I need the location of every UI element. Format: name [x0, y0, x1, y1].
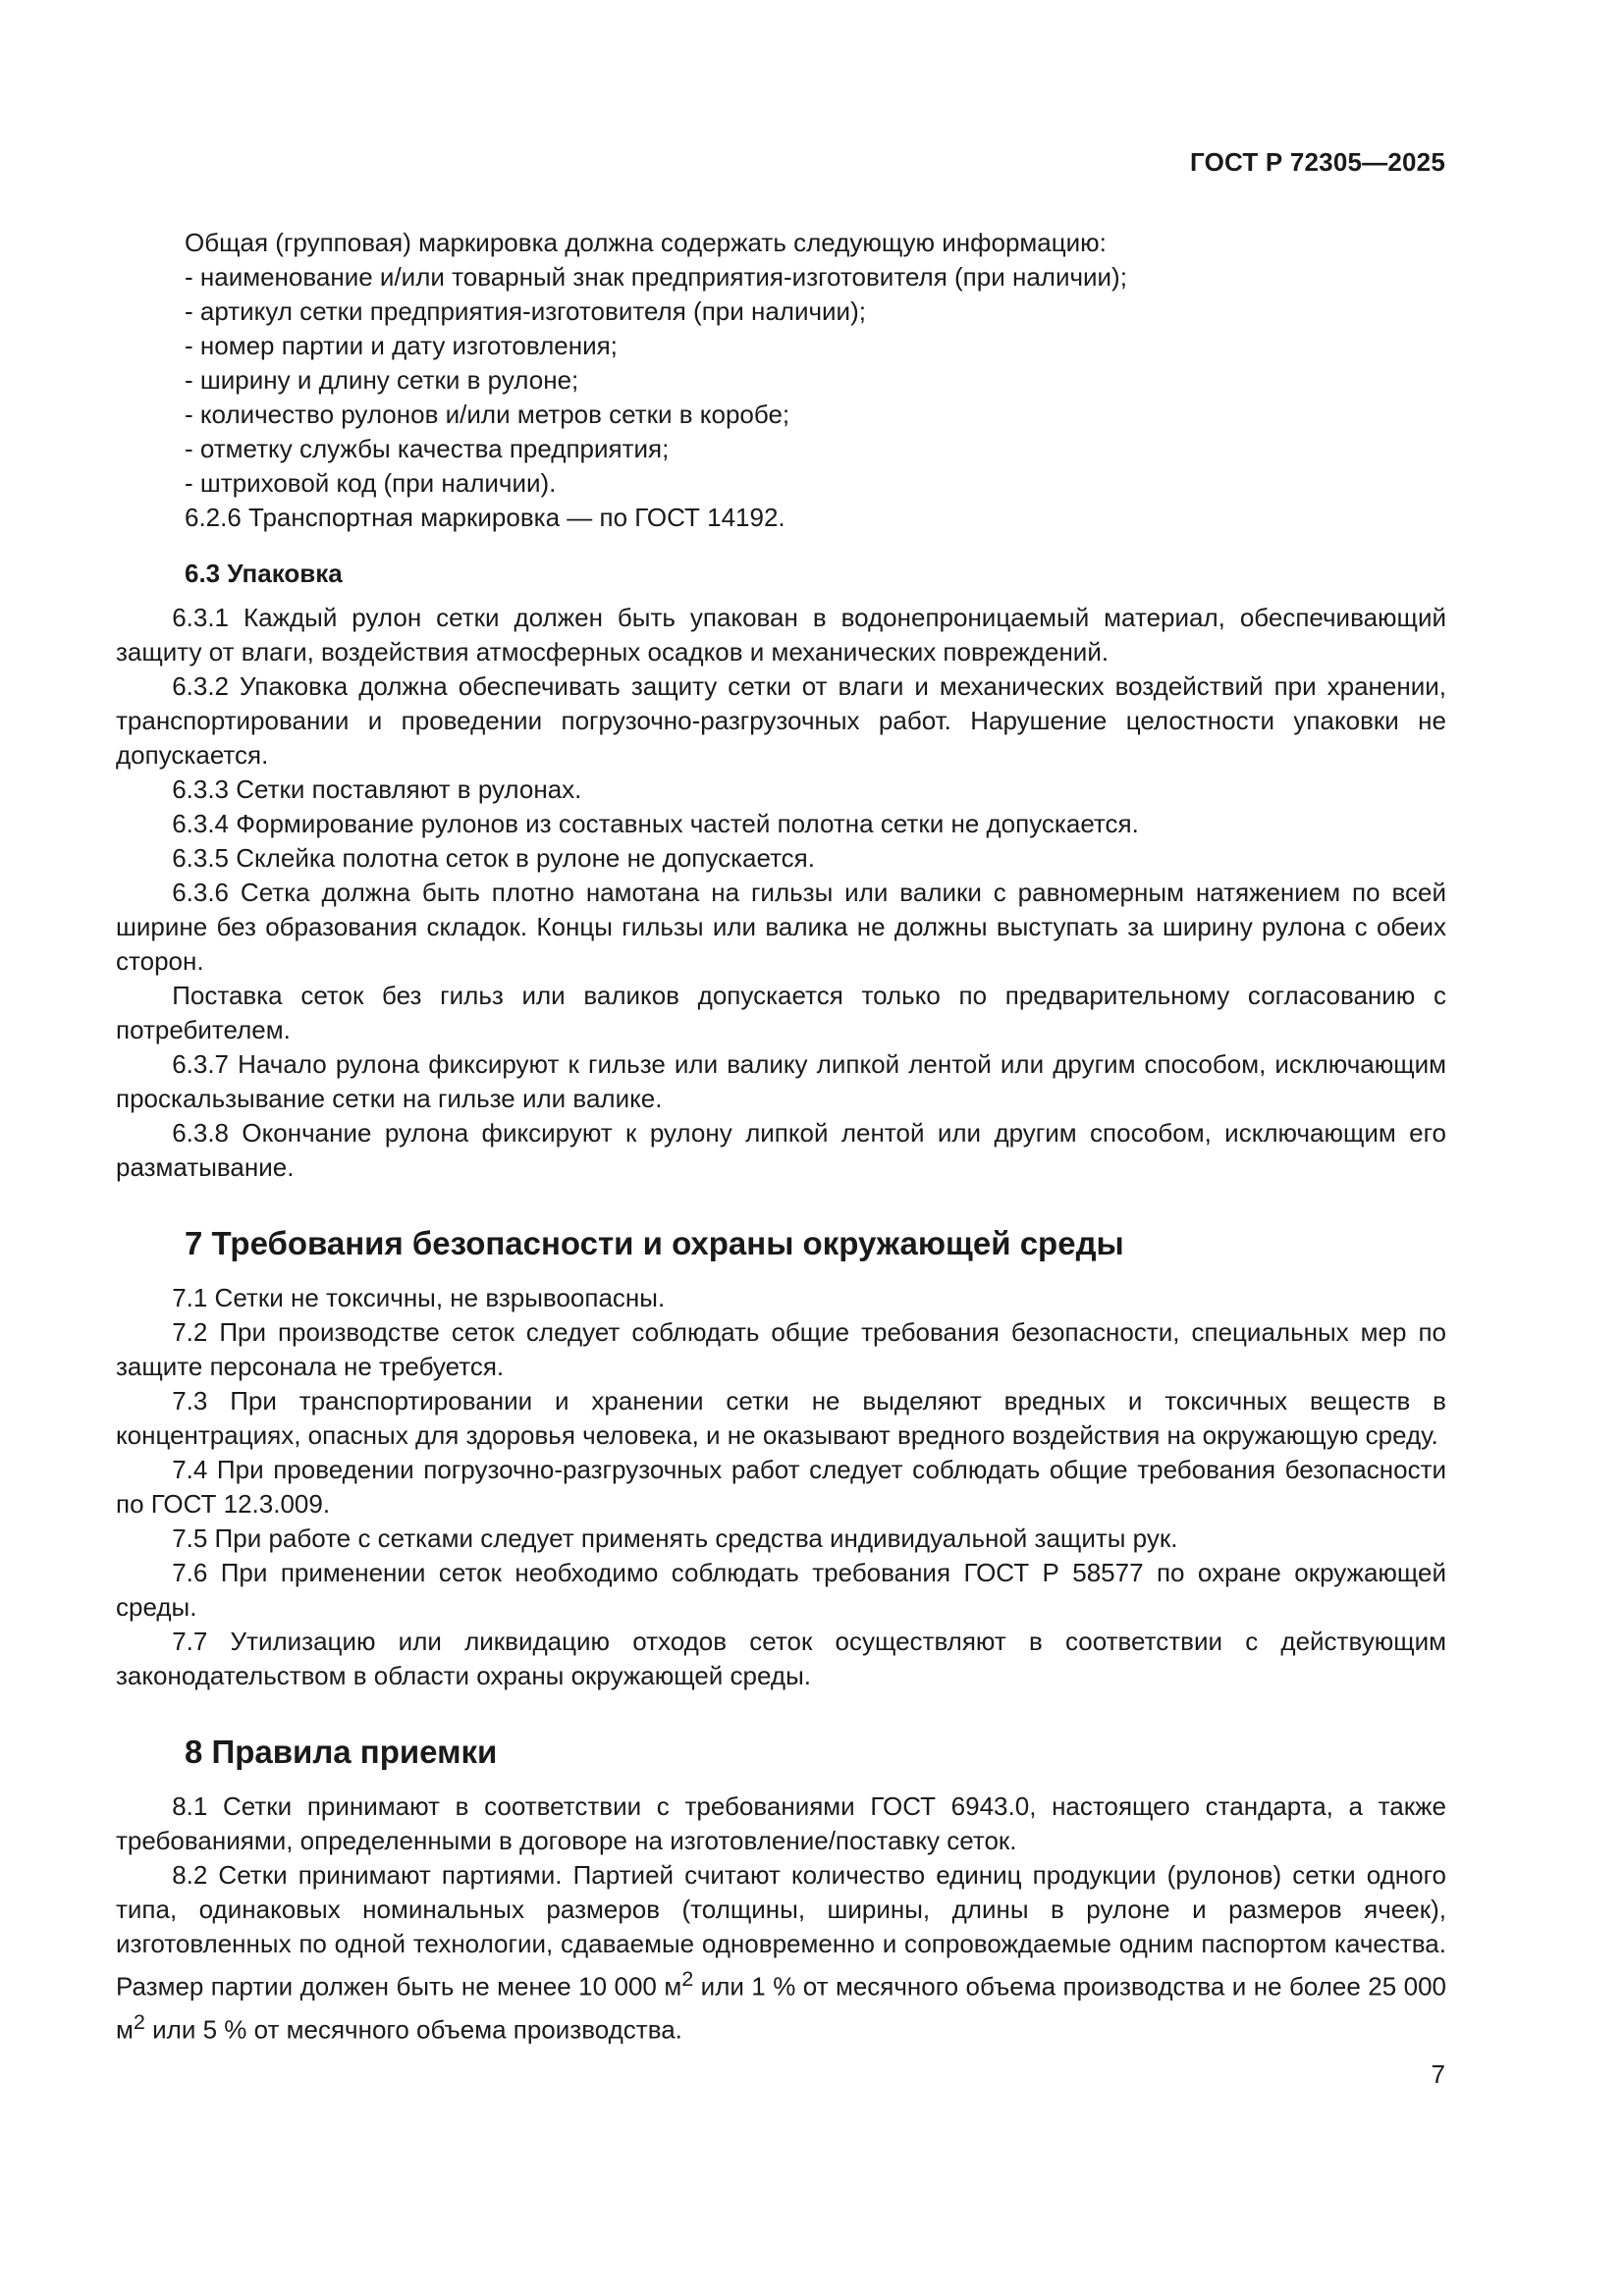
document-header: ГОСТ Р 72305—2025 — [1190, 147, 1445, 177]
section-8-paragraphs — [116, 1789, 1446, 2047]
paragraph-8-1: 8.1 Сетки принимают в соответствии с требованиями ГОСТ 6943.0, настоящего стандарта, а также требованиями, определенными в договоре на изготовление/поставку сеток. — [116, 1791, 1446, 1855]
superscript-2: 2 — [133, 2008, 145, 2034]
paragraph-7-3: 7.3 При транспортировании и хранении сетки не выделяют вредных и токсичных веществ в концентрациях, опасных для здоровья человека, и не оказывают вредного воздействия на окружающую среду. — [116, 1386, 1446, 1450]
marking-intro: Общая (групповая) маркировка должна содержать следующую информацию: — [185, 228, 1107, 257]
page-number: 7 — [1431, 2059, 1445, 2089]
paragraph-7-7: 7.7 Утилизацию или ликвидацию отходов сеток осуществляют в соответствии с действующим законодательством в области охраны окружающей среды. — [116, 1627, 1446, 1690]
list-item: - отметку службы качества предприятия; — [185, 434, 670, 463]
paragraph-8-2-text-3: или 5 % от месячного объема производства. — [144, 2014, 682, 2045]
paragraph-6-3-8: 6.3.8 Окончание рулона фиксируют к рулону липкой лентой или другим способом, исключающим его разматывание. — [116, 1118, 1446, 1182]
list-item: - штриховой код (при наличии). — [185, 468, 557, 498]
list-item: - ширину и длину сетки в рулоне; — [185, 365, 579, 395]
marking-list — [185, 260, 1446, 501]
section-heading-8: 8 Правила приемки — [185, 1734, 498, 1770]
paragraph-7-4: 7.4 При проведении погрузочно-разгрузочных работ следует соблюдать общие требования безопасности по ГОСТ 12.3.009. — [116, 1455, 1446, 1519]
section-7-paragraphs — [116, 1281, 1446, 1693]
paragraph-6-3-6: 6.3.6 Сетка должна быть плотно намотана на гильзы или валики с равномерным натяжением по всей ширине без образования складок. Концы гильзы или валика не должны выступать за ширину рулона с обеих сторон. — [116, 878, 1446, 976]
paragraph-7-1: 7.1 Сетки не токсичны, не взрывоопасны. — [172, 1283, 666, 1312]
paragraph-8-2-text-1: 8.2 Сетки принимают партиями. Партией считают количество единиц продукции (рулонов) сетки одного типа, одинаковых номинальных размеров (толщины, ширины, длины в рулоне и размеров ячеек), изготовленных по одной технологии, сдаваемые одновременно и сопровождаемые одним паспортом качества. Размер партии должен быть не менее 10 000 м — [116, 1860, 1446, 2002]
section-heading-7: 7 Требования безопасности и охраны окружающей среды — [185, 1225, 1124, 1261]
subsection-heading-6-3: 6.3 Упаковка — [185, 559, 343, 588]
list-item: - наименование и/или товарный знак предприятия-изготовителя (при наличии); — [185, 262, 1127, 292]
paragraph-6-3-7: 6.3.7 Начало рулона фиксируют к гильзе или валику липкой лентой или другим способом, исключающим проскальзывание сетки на гильзе или валике. — [116, 1049, 1446, 1113]
list-item: - номер партии и дату изготовления; — [185, 331, 618, 360]
paragraph-6-3-5: 6.3.5 Склейка полотна сеток в рулоне не допускается. — [172, 843, 815, 873]
packaging-paragraphs — [116, 601, 1446, 1185]
superscript-2: 2 — [681, 1966, 694, 1991]
list-item: - количество рулонов и/или метров сетки в коробе; — [185, 400, 790, 429]
paragraph-8-2 — [116, 1858, 1446, 2047]
paragraph-6-3-6-continuation: Поставка сеток без гильз или валиков допускается только по предварительному согласованию с потребителем. — [116, 981, 1446, 1044]
list-item: - артикул сетки предприятия-изготовителя (при наличии); — [185, 296, 866, 326]
document-body — [116, 226, 1446, 2047]
paragraph-8-2-text-2: или 1 % от месячного объема производства и не более 25 000 м — [116, 1971, 1446, 2045]
paragraph-6-3-3: 6.3.3 Сетки поставляют в рулонах. — [172, 774, 582, 804]
paragraph-7-6: 7.6 При применении сеток необходимо соблюдать требования ГОСТ Р 58577 по охране окружающей среды. — [116, 1558, 1446, 1622]
paragraph-6-3-1: 6.3.1 Каждый рулон сетки должен быть упакован в водонепроницаемый материал, обеспечивающий защиту от влаги, воздействия атмосферных осадков и механических повреждений. — [116, 603, 1446, 667]
paragraph-6-2-6: 6.2.6 Транспортная маркировка — по ГОСТ 14192. — [185, 503, 785, 532]
paragraph-7-2: 7.2 При производстве сеток следует соблюдать общие требования безопасности, специальных мер по защите персонала не требуется. — [116, 1317, 1446, 1381]
paragraph-7-5: 7.5 При работе с сетками следует применять средства индивидуальной защиты рук. — [172, 1523, 1178, 1553]
paragraph-6-3-4: 6.3.4 Формирование рулонов из составных частей полотна сетки не допускается. — [172, 809, 1139, 838]
paragraph-6-3-2: 6.3.2 Упаковка должна обеспечивать защиту сетки от влаги и механических воздействий при хранении, транспортировании и проведении погрузочно-разгрузочных работ. Нарушение целостности упаковки не допускается. — [116, 671, 1446, 770]
